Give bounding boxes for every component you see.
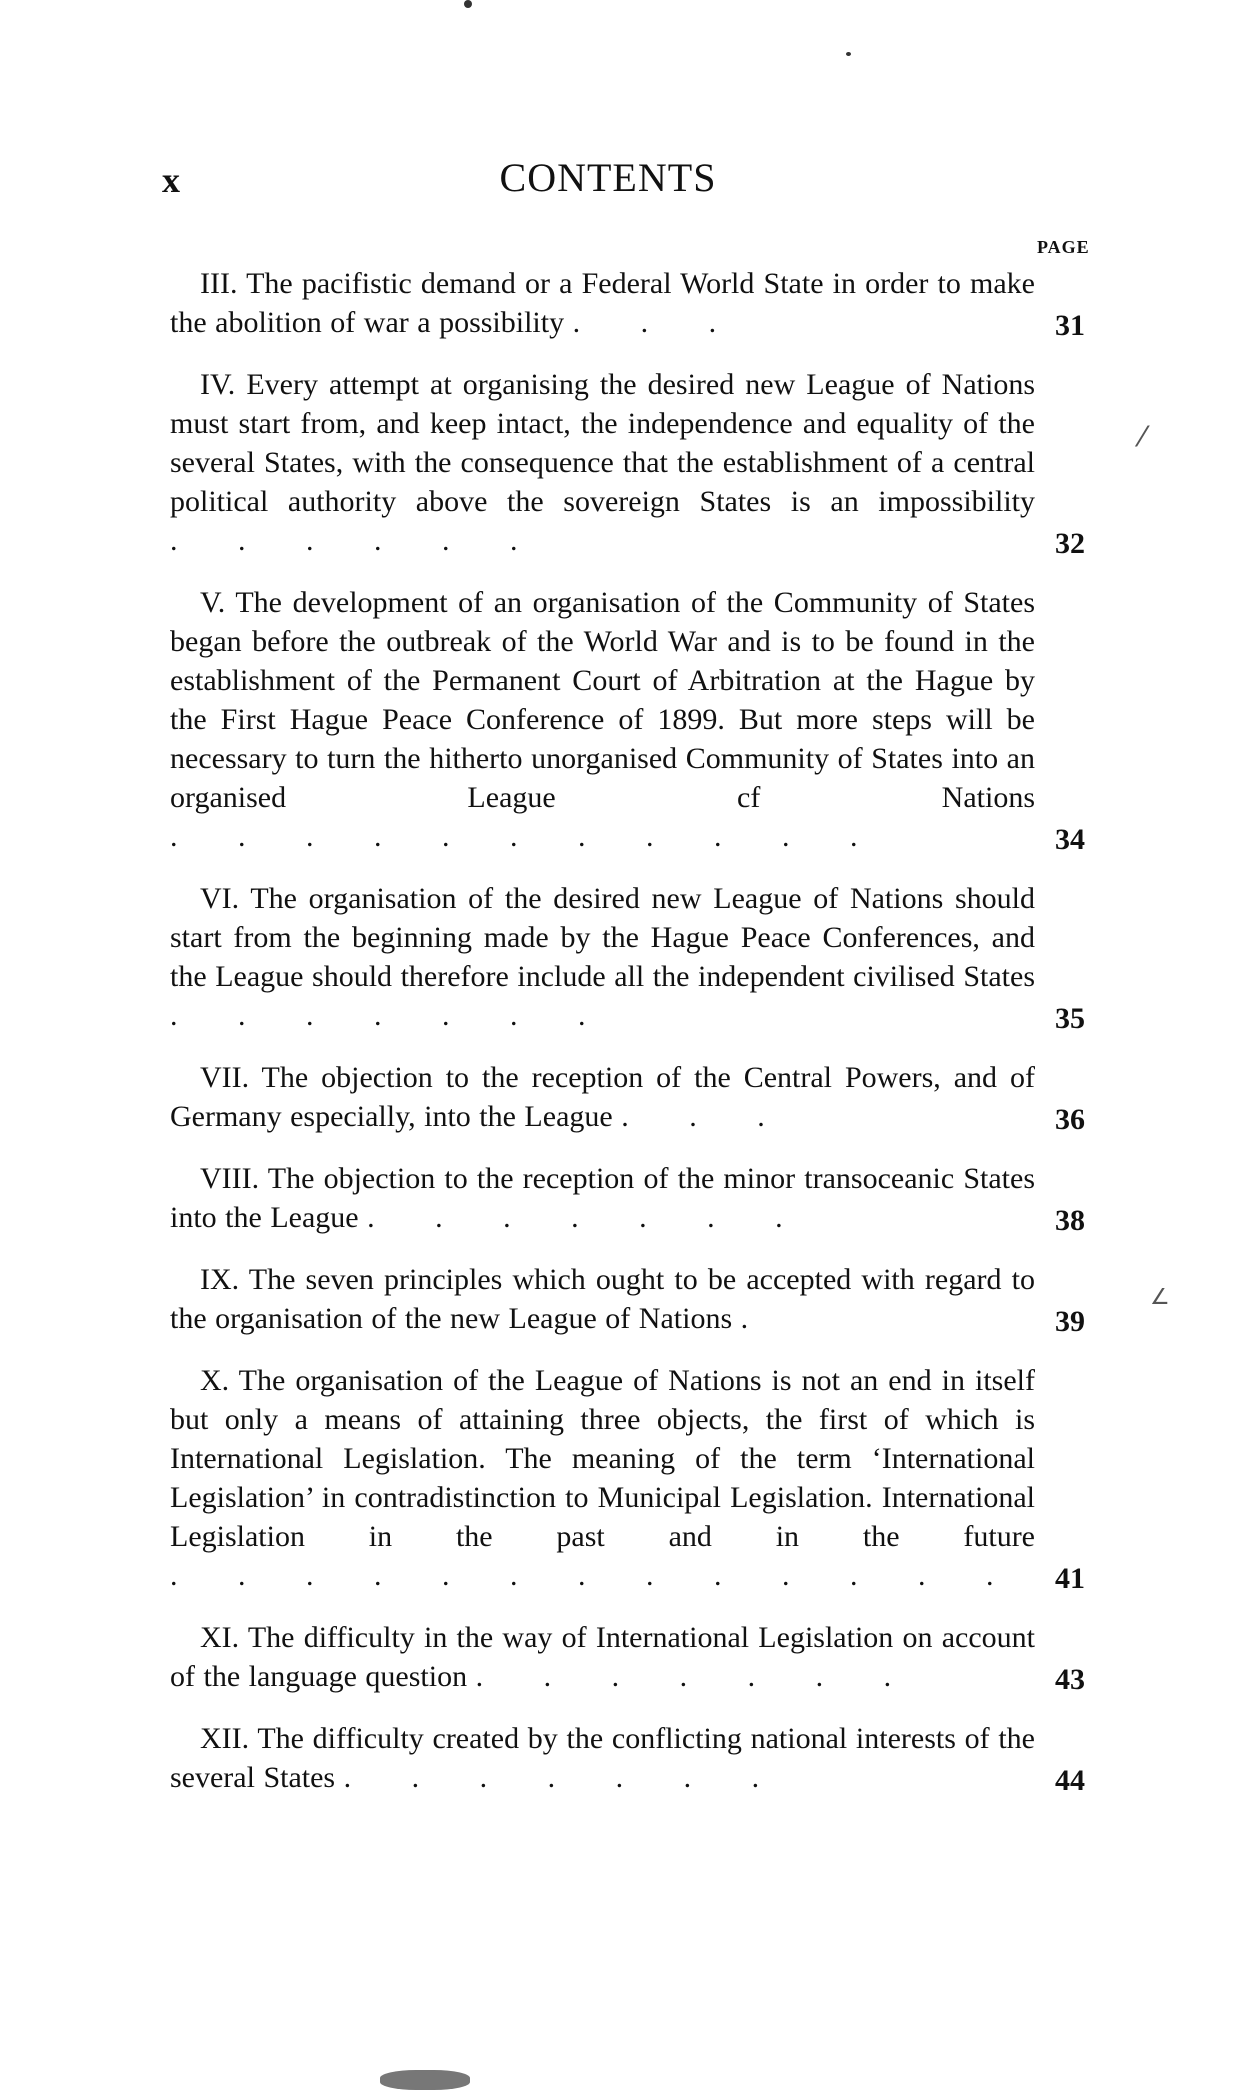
toc-entry <box>170 1361 1100 1595</box>
margin-mark: ∠ <box>1150 1285 1170 1310</box>
toc-entry <box>170 1260 1100 1338</box>
toc-entry <box>170 1058 1100 1136</box>
toc-entry-page: 41 <box>1055 1562 1085 1595</box>
scan-speck <box>380 2070 470 2090</box>
dot-leader: . . . . . . . <box>343 1761 786 1794</box>
toc-entry-text: IV. Every attempt at organising the desired new League of Nations must start from, and keep intact, the independence and equality of the several States, with the consequence that the establishment of a central political authority above the sovereign States is an impossibility <box>170 368 1035 518</box>
dot-leader: . . . . . . . <box>475 1660 918 1693</box>
toc-entry <box>170 264 1100 342</box>
margin-mark: ⁄ <box>1140 420 1145 453</box>
dot-leader: . . . . . . . <box>170 999 612 1032</box>
toc-entry-text: X. The organisation of the League of Nations is not an end in itself but only a means of attaining three objects, the first of which is International Legislation. The meaning of the term ‘International Legislation’ in contradistinction to Municipal Legislation. International Legislation in the past and in the future <box>170 1364 1035 1553</box>
toc-entry-text: XI. The difficulty in the way of International Legislation on account of the language question <box>170 1621 1035 1693</box>
dot-leader: . . . . . . <box>170 524 544 557</box>
dot-leader: . . . <box>621 1100 791 1133</box>
toc-entry-page: 36 <box>1055 1103 1085 1136</box>
scan-speck <box>464 0 472 8</box>
toc-entry-text: III. The pacifistic demand or a Federal World State in order to make the abolition of war a possibility <box>170 267 1035 339</box>
toc-entry-page: 44 <box>1055 1764 1085 1797</box>
dot-leader: . . . . . . . <box>367 1201 809 1234</box>
toc-entry-text: VII. The objection to the reception of the Central Powers, and of Germany especially, into the League <box>170 1061 1035 1133</box>
dot-leader: . . . . . . . . . . . <box>170 820 884 853</box>
toc-entry <box>170 1719 1100 1797</box>
toc-entry-page: 31 <box>1055 309 1085 342</box>
toc-entry-page: 39 <box>1055 1305 1085 1338</box>
toc-entry-text: IX. The seven principles which ought to be accepted with regard to the organisation of the new League of Nations <box>170 1263 1035 1335</box>
toc-entry-text: V. The development of an organisation of the Community of States began before the outbreak of the World War and is to be found in the establishment of the Permanent Court of Arbitration at the Hague by the First Hague Peace Conference of 1899. But more steps will be necessary to turn the hitherto unorganised Community of States into an organised League cf Nations <box>170 586 1035 814</box>
scan-speck <box>846 52 851 56</box>
toc-entry <box>170 879 1100 1035</box>
toc-entry-text: VIII. The objection to the reception of the minor transoceanic States into the League <box>170 1162 1035 1234</box>
toc-entry-page: 35 <box>1055 1002 1085 1035</box>
toc-entry-text: XII. The difficulty created by the conflicting national interests of the several States <box>170 1722 1035 1794</box>
toc-entry-text: VI. The organisation of the desired new League of Nations should start from the beginning made by the Hague Peace Conferences, and the League should therefore include all the independent civilised States <box>170 882 1035 993</box>
toc-entry-page: 38 <box>1055 1204 1085 1237</box>
toc-entry <box>170 365 1100 560</box>
dot-leader: . . . <box>572 306 743 339</box>
page-title: CONTENTS <box>499 155 717 200</box>
page-folio: x <box>162 160 180 200</box>
toc-entry-page: 43 <box>1055 1663 1085 1696</box>
toc-entry <box>170 1618 1100 1696</box>
page-column-label: PAGE <box>1037 237 1090 257</box>
toc-entry <box>170 1159 1100 1237</box>
dot-leader: . . . . . . . . . . . . . <box>170 1559 1020 1592</box>
toc-entry-page: 34 <box>1055 823 1085 856</box>
contents-list <box>170 264 1100 1820</box>
toc-entry <box>170 583 1100 856</box>
toc-entry-page: 32 <box>1055 527 1085 560</box>
dot-leader: . <box>740 1302 775 1335</box>
